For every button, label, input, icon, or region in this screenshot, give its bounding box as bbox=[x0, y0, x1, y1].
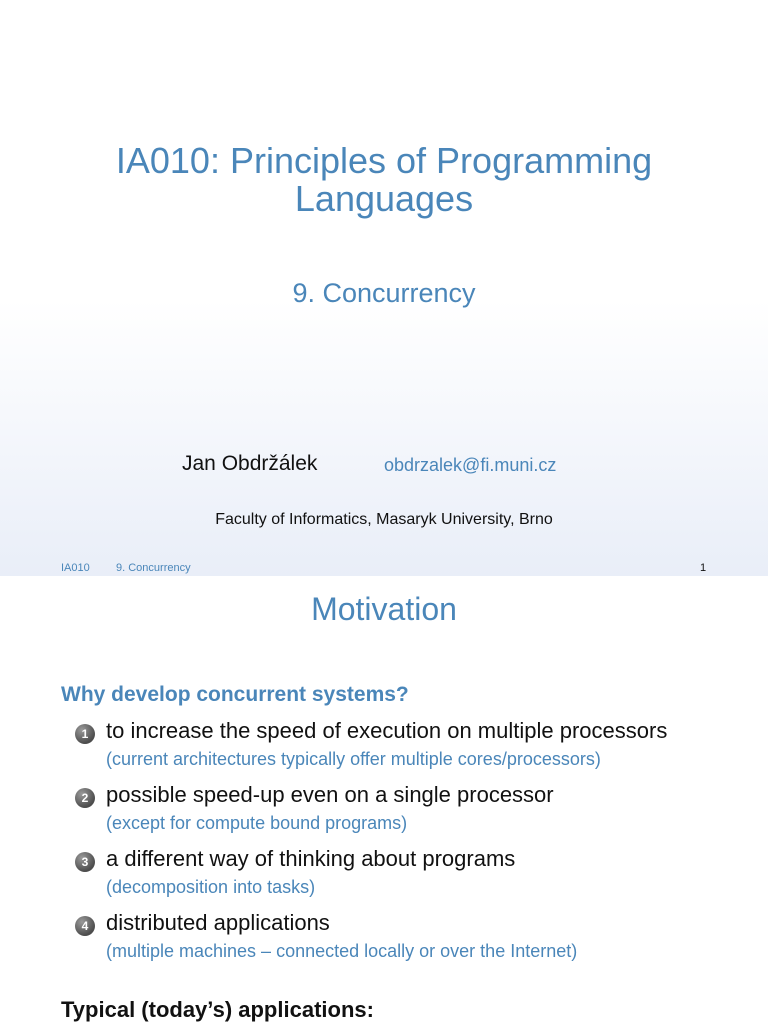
number-bullet-icon: 2 bbox=[75, 788, 95, 808]
author-name: Jan Obdržálek bbox=[182, 452, 318, 475]
list-item-text: possible speed-up even on a single processor bbox=[106, 782, 554, 807]
author-email-link[interactable]: obdrzalek@fi.muni.cz bbox=[384, 455, 557, 475]
frame-title: Motivation bbox=[311, 591, 457, 627]
footer-page-number: 1 bbox=[700, 562, 707, 574]
number-bullet-icon: 1 bbox=[75, 724, 95, 744]
motivation-slide bbox=[0, 576, 768, 1024]
question-heading: Why develop concurrent systems? bbox=[61, 683, 409, 706]
applications-heading: Typical (today’s) applications: bbox=[61, 997, 374, 1022]
number-bullet-icon: 4 bbox=[75, 916, 95, 936]
footer-course-code: IA010 bbox=[61, 562, 90, 574]
presentation-title: IA010: Principles of Programming Languages bbox=[115, 140, 653, 219]
list-item-note: (decomposition into tasks) bbox=[106, 877, 316, 897]
list-item-text: distributed applications bbox=[106, 910, 330, 935]
lecture-subtitle: 9. Concurrency bbox=[292, 278, 476, 308]
list-item-text: a different way of thinking about programs bbox=[106, 846, 516, 871]
list-item-note: (except for compute bound programs) bbox=[106, 813, 408, 833]
list-item-text: to increase the speed of execution on multiple processors bbox=[106, 718, 668, 743]
list-item-note: (multiple machines – connected locally or over the Internet) bbox=[106, 941, 578, 961]
affiliation: Faculty of Informatics, Masaryk University, Brno bbox=[215, 511, 553, 528]
number-bullet-icon: 3 bbox=[75, 852, 95, 872]
list-item-note: (current architectures typically offer multiple cores/processors) bbox=[106, 749, 601, 769]
footer-section-title: 9. Concurrency bbox=[116, 562, 191, 574]
